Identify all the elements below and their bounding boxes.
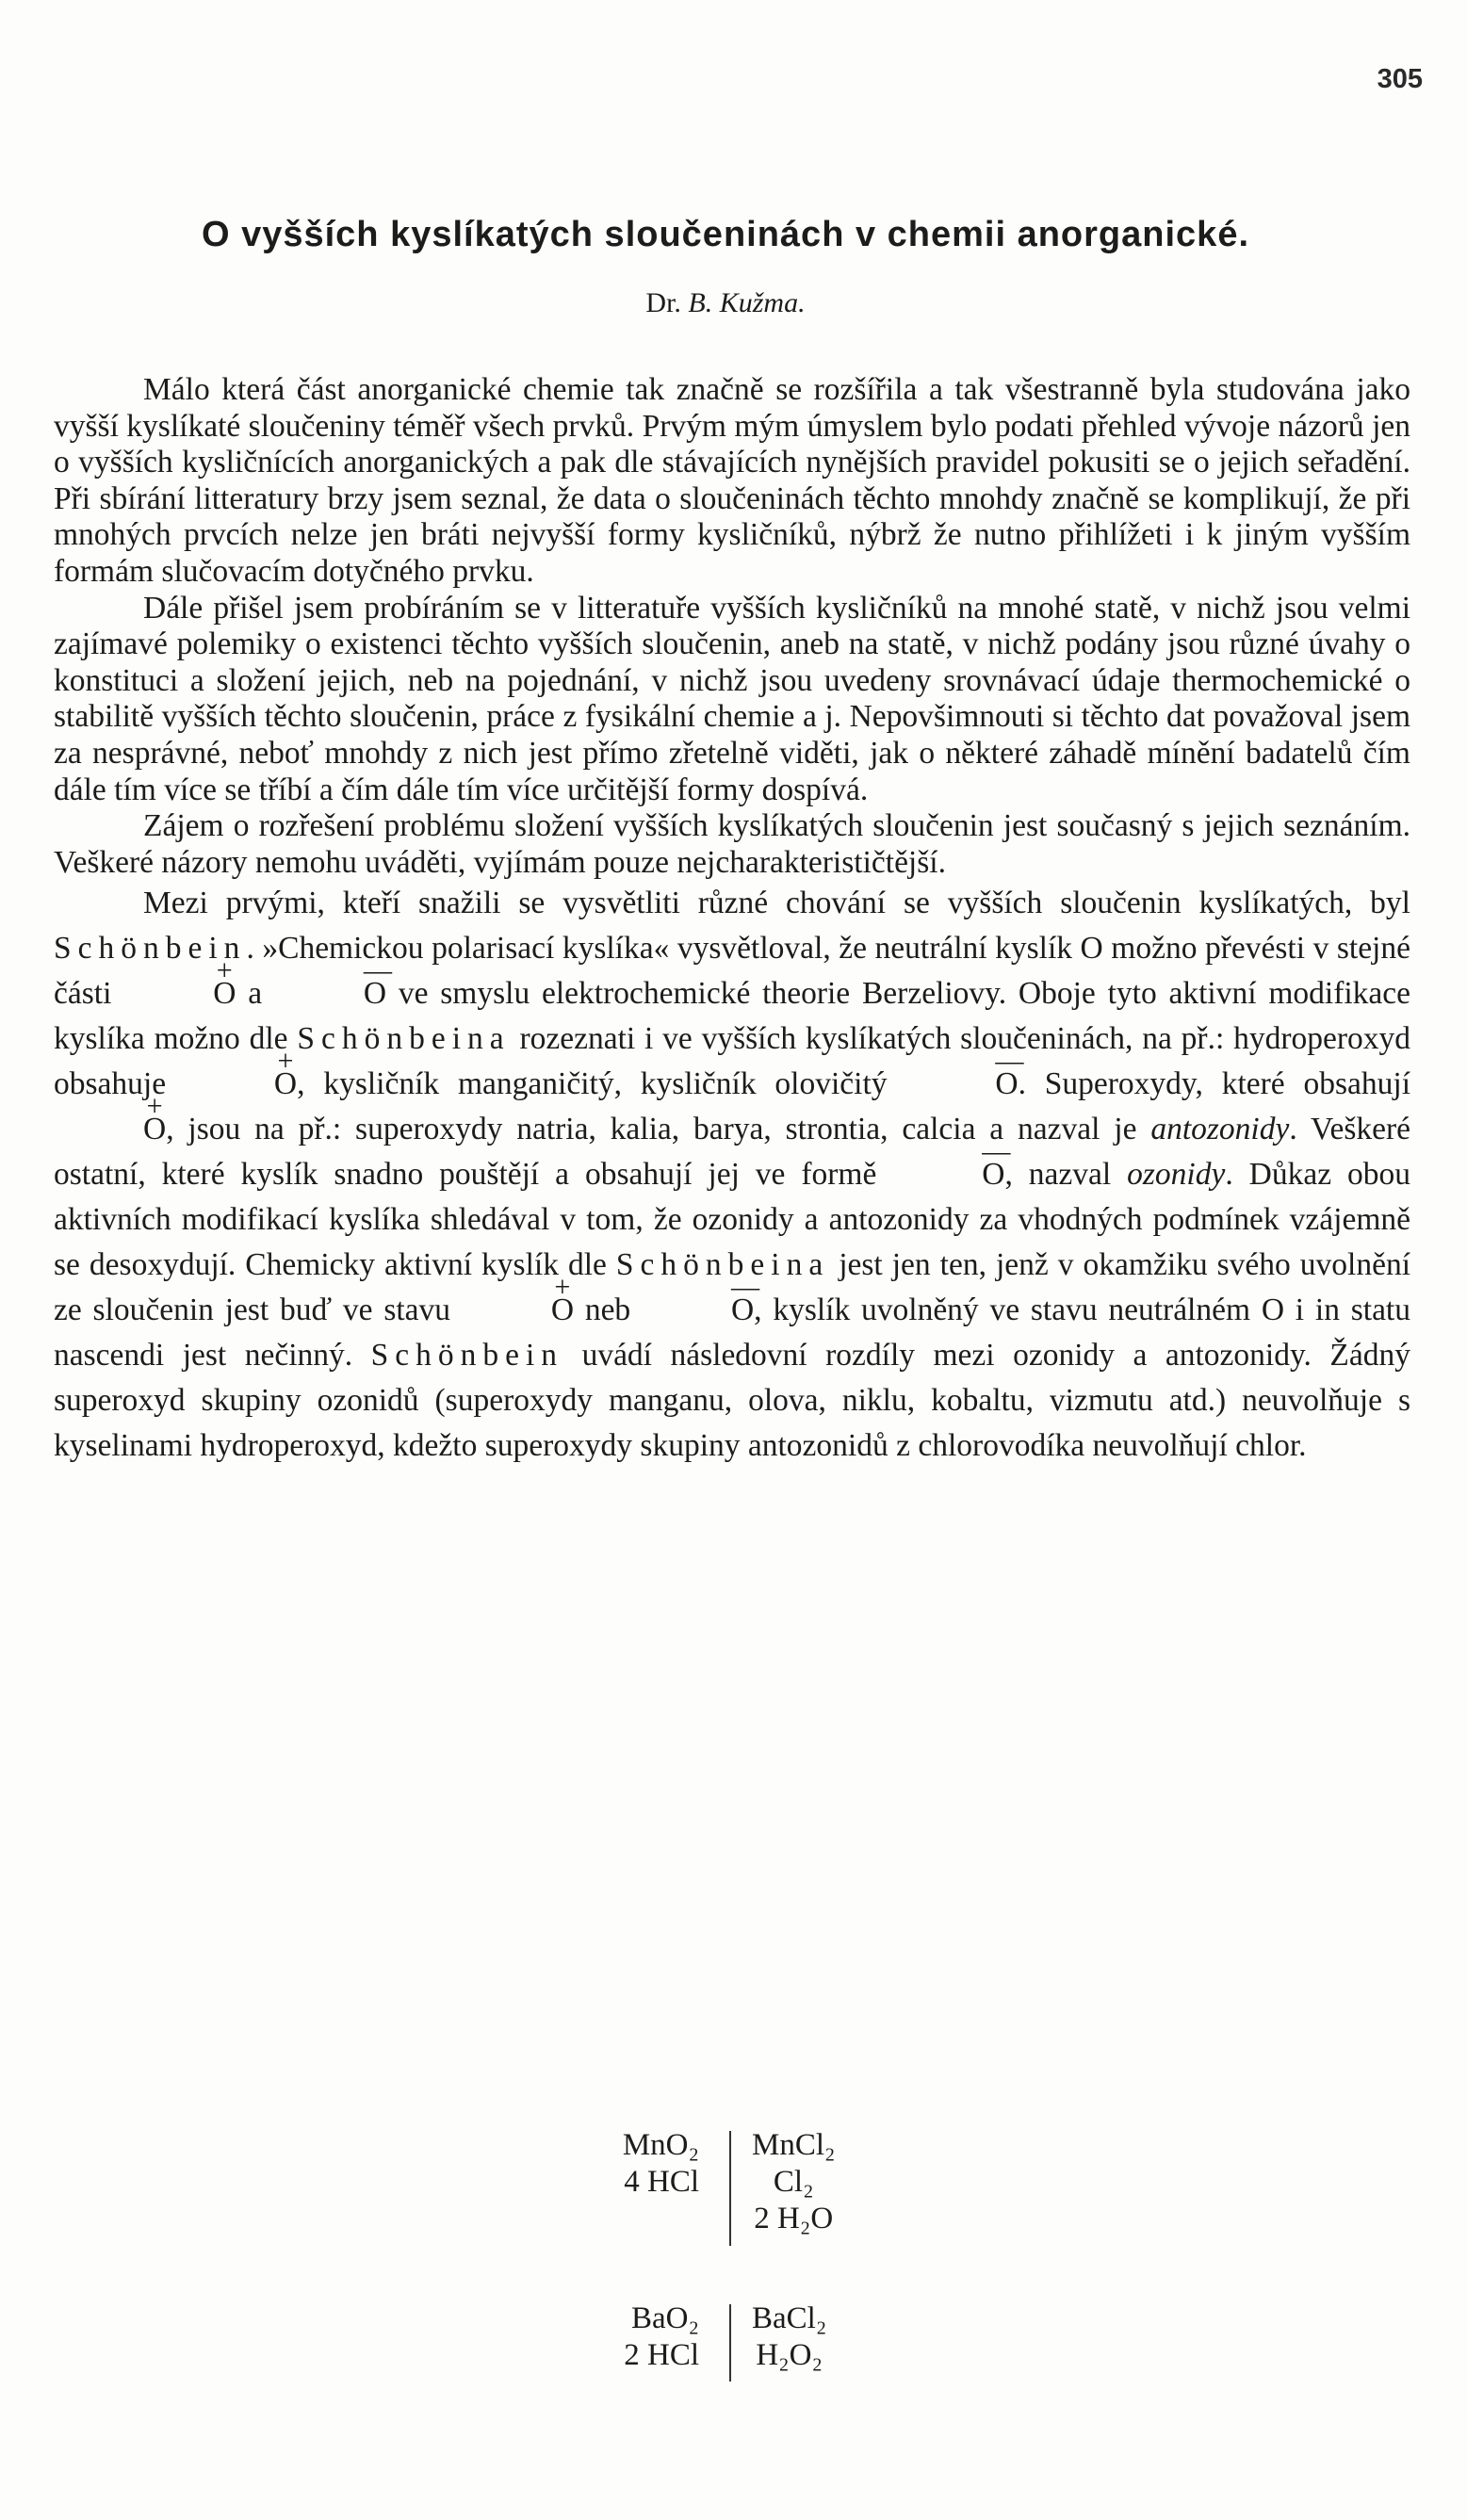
article-title: O vyšších kyslíkatých sloučeninách v chemii anorganické.: [201, 215, 1250, 254]
term-antozonidy: antozonidy: [1150, 1112, 1290, 1147]
oxygen-positive-2: + O: [185, 1062, 297, 1107]
p4-text-3: a: [248, 976, 263, 1012]
product-bacl2: BaCl₂: [752, 2301, 827, 2335]
p4-text-9: . Veškeré ostatní, které kyslík snadno pouštějí a obsahují jej ve formě: [54, 1112, 1410, 1193]
p4-text-14: , kyslík uvolněný ve stavu neutrálném O i in statu nascendi jest nečinný.: [54, 1293, 1410, 1374]
name-schonbein-3: Schönbeina: [615, 1247, 830, 1283]
p4-text-10: , nazval: [1004, 1157, 1112, 1193]
p4-text-4: ve smyslu elektrochemické theorie Berzeliovy. Oboje tyto aktivní modifikace kyslíka možno dle: [54, 976, 1411, 1057]
oxygen-positive-4: + O: [462, 1288, 574, 1333]
oxygen-negative-4: — O: [642, 1288, 754, 1333]
product-cl2: Cl₂: [773, 2165, 814, 2199]
p4-text-11: . Důkaz obou aktivních modifikací kyslíka shledával v tom, že ozonidy a antozonidy za vhodných podmínek vzájemně se desoxydují. Chemicky aktivní kyslík dle: [54, 1157, 1411, 1283]
product-mncl2: MnCl₂: [752, 2128, 836, 2162]
paragraph-4: [54, 881, 1410, 1469]
reactant-2hcl: 2 HCl: [624, 2338, 699, 2372]
oxygen-negative-1: — O: [274, 971, 386, 1016]
reactant-4hcl: 4 HCl: [624, 2165, 699, 2199]
author-line: [141, 287, 1310, 319]
p4-text-7: . Superoxydy, které obsahují: [1018, 1066, 1410, 1102]
name-schonbein-2: Schönbeina: [297, 1021, 511, 1057]
oxygen-positive-1: + O: [123, 971, 236, 1016]
product-2h2o: 2 H₂O: [754, 2202, 834, 2235]
name-schonbein-1: Schönbein: [54, 931, 247, 967]
name-schonbein-4: Schönbein: [370, 1338, 564, 1374]
p4-text-6: , kysličník manganičitý, kysličník olovičitý: [297, 1066, 888, 1102]
products-2: [752, 2301, 826, 2374]
p4-text-13: neb: [584, 1293, 631, 1328]
products-1: [752, 2127, 836, 2237]
p4-text-2: . »Chemickou polarisací kyslíka« vysvětloval, že neutrální kyslík O možno převésti v stejné části: [54, 931, 1410, 1012]
reaction-divider-1: [729, 2131, 731, 2246]
product-h2o2: H₂O₂: [756, 2338, 823, 2372]
reaction-divider-2: [729, 2304, 731, 2382]
p4-text-15: uvádí následovní rozdíly mezi ozonidy a antozonidy. Žádný superoxyd skupiny ozonidů (superoxydy manganu, olova, niklu, kobaltu, vizmutu atd.) neuvolňuje s kyselinami hydroperoxyd, kdežto superoxydy skupiny antozonidů z chlorovodíka neuvolňují chlor.: [54, 1338, 1410, 1464]
author-prefix: Dr.: [645, 287, 681, 318]
p4-text-12: jest jen ten, jenž v okamžiku svého uvolnění ze sloučenin jest buď ve stavu: [54, 1247, 1411, 1328]
oxygen-negative-2: — O: [905, 1062, 1018, 1107]
oxygen-negative-3: — O: [892, 1152, 1004, 1197]
p4-text-5: rozeznati i ve vyšších kyslíkatých sloučeninách, na př.: hydroperoxyd obsahuje: [54, 1021, 1411, 1102]
oxygen-positive-3: + O: [54, 1107, 166, 1152]
term-ozonidy: ozonidy: [1127, 1157, 1226, 1193]
author-name: B. Kužma.: [688, 287, 806, 318]
reactants-2: [624, 2301, 699, 2374]
page-number: 305: [1377, 64, 1423, 94]
p4-text-1: Mezi prvými, kteří snažili se vysvětliti různé chování se vyšších sloučenin kyslíkatých, byl: [143, 886, 1410, 921]
paragraph-1: Málo která část anorganické chemie tak značně se rozšířila a tak všestranně byla studována jako vyšší kyslíkaté sloučeniny téměř všech prvků. Prvým mým úmyslem bylo podati přehled vývoje názorů jen o vyšších kysličnících anorganických a pak dle stávajících nynějších pravidel pokusiti se o jejich seřadění. Při sbírání litteratury brzy jsem seznal, že data o sloučeninách těchto mnohdy značně se komplikují, že při mnohých prvcích nelze jen bráti nejvyšší formy kysličníků, nýbrž že nutno přihlížeti i k jiným vyšším formám slučovacím dotyčného prvku.: [54, 372, 1410, 589]
article-body: [54, 372, 1410, 1469]
reactant-bao2: BaO₂: [631, 2301, 699, 2335]
reactant-mno2: MnO₂: [622, 2128, 699, 2162]
paragraph-3: Zájem o rozřešení problému složení vyšších kyslíkatých sloučenin jest současný s jejich seznáním. Veškeré názory nemohu uváděti, vyjímám pouze nejcharakterističtější.: [54, 808, 1410, 880]
p4-text-8: , jsou na př.: superoxydy natria, kalia, barya, strontia, calcia a nazval je: [166, 1112, 1137, 1147]
paragraph-2: Dále přišel jsem probíráním se v litteratuře vyšších kysličníků na mnohé statě, v nichž jsou velmi zajímavé polemiky o existenci těchto vyšších sloučenin, aneb na statě, v nichž podány jsou různé úvahy o konstituci a složení jejich, neb na pojednání, v nichž jsou uvedeny srovnávací údaje thermochemické o stabilitě vyšších těchto sloučenin, práce z fysikální chemie a j. Nepovšimnouti si těchto dat považoval jsem za nesprávné, neboť mnohdy z nich jest přímo zřetelně viděti, jak o některé záhadě mínění badatelů čím dále tím více se tříbí a čím dále tím více určitější formy dospívá.: [54, 590, 1410, 807]
reactants-1: [623, 2127, 699, 2201]
